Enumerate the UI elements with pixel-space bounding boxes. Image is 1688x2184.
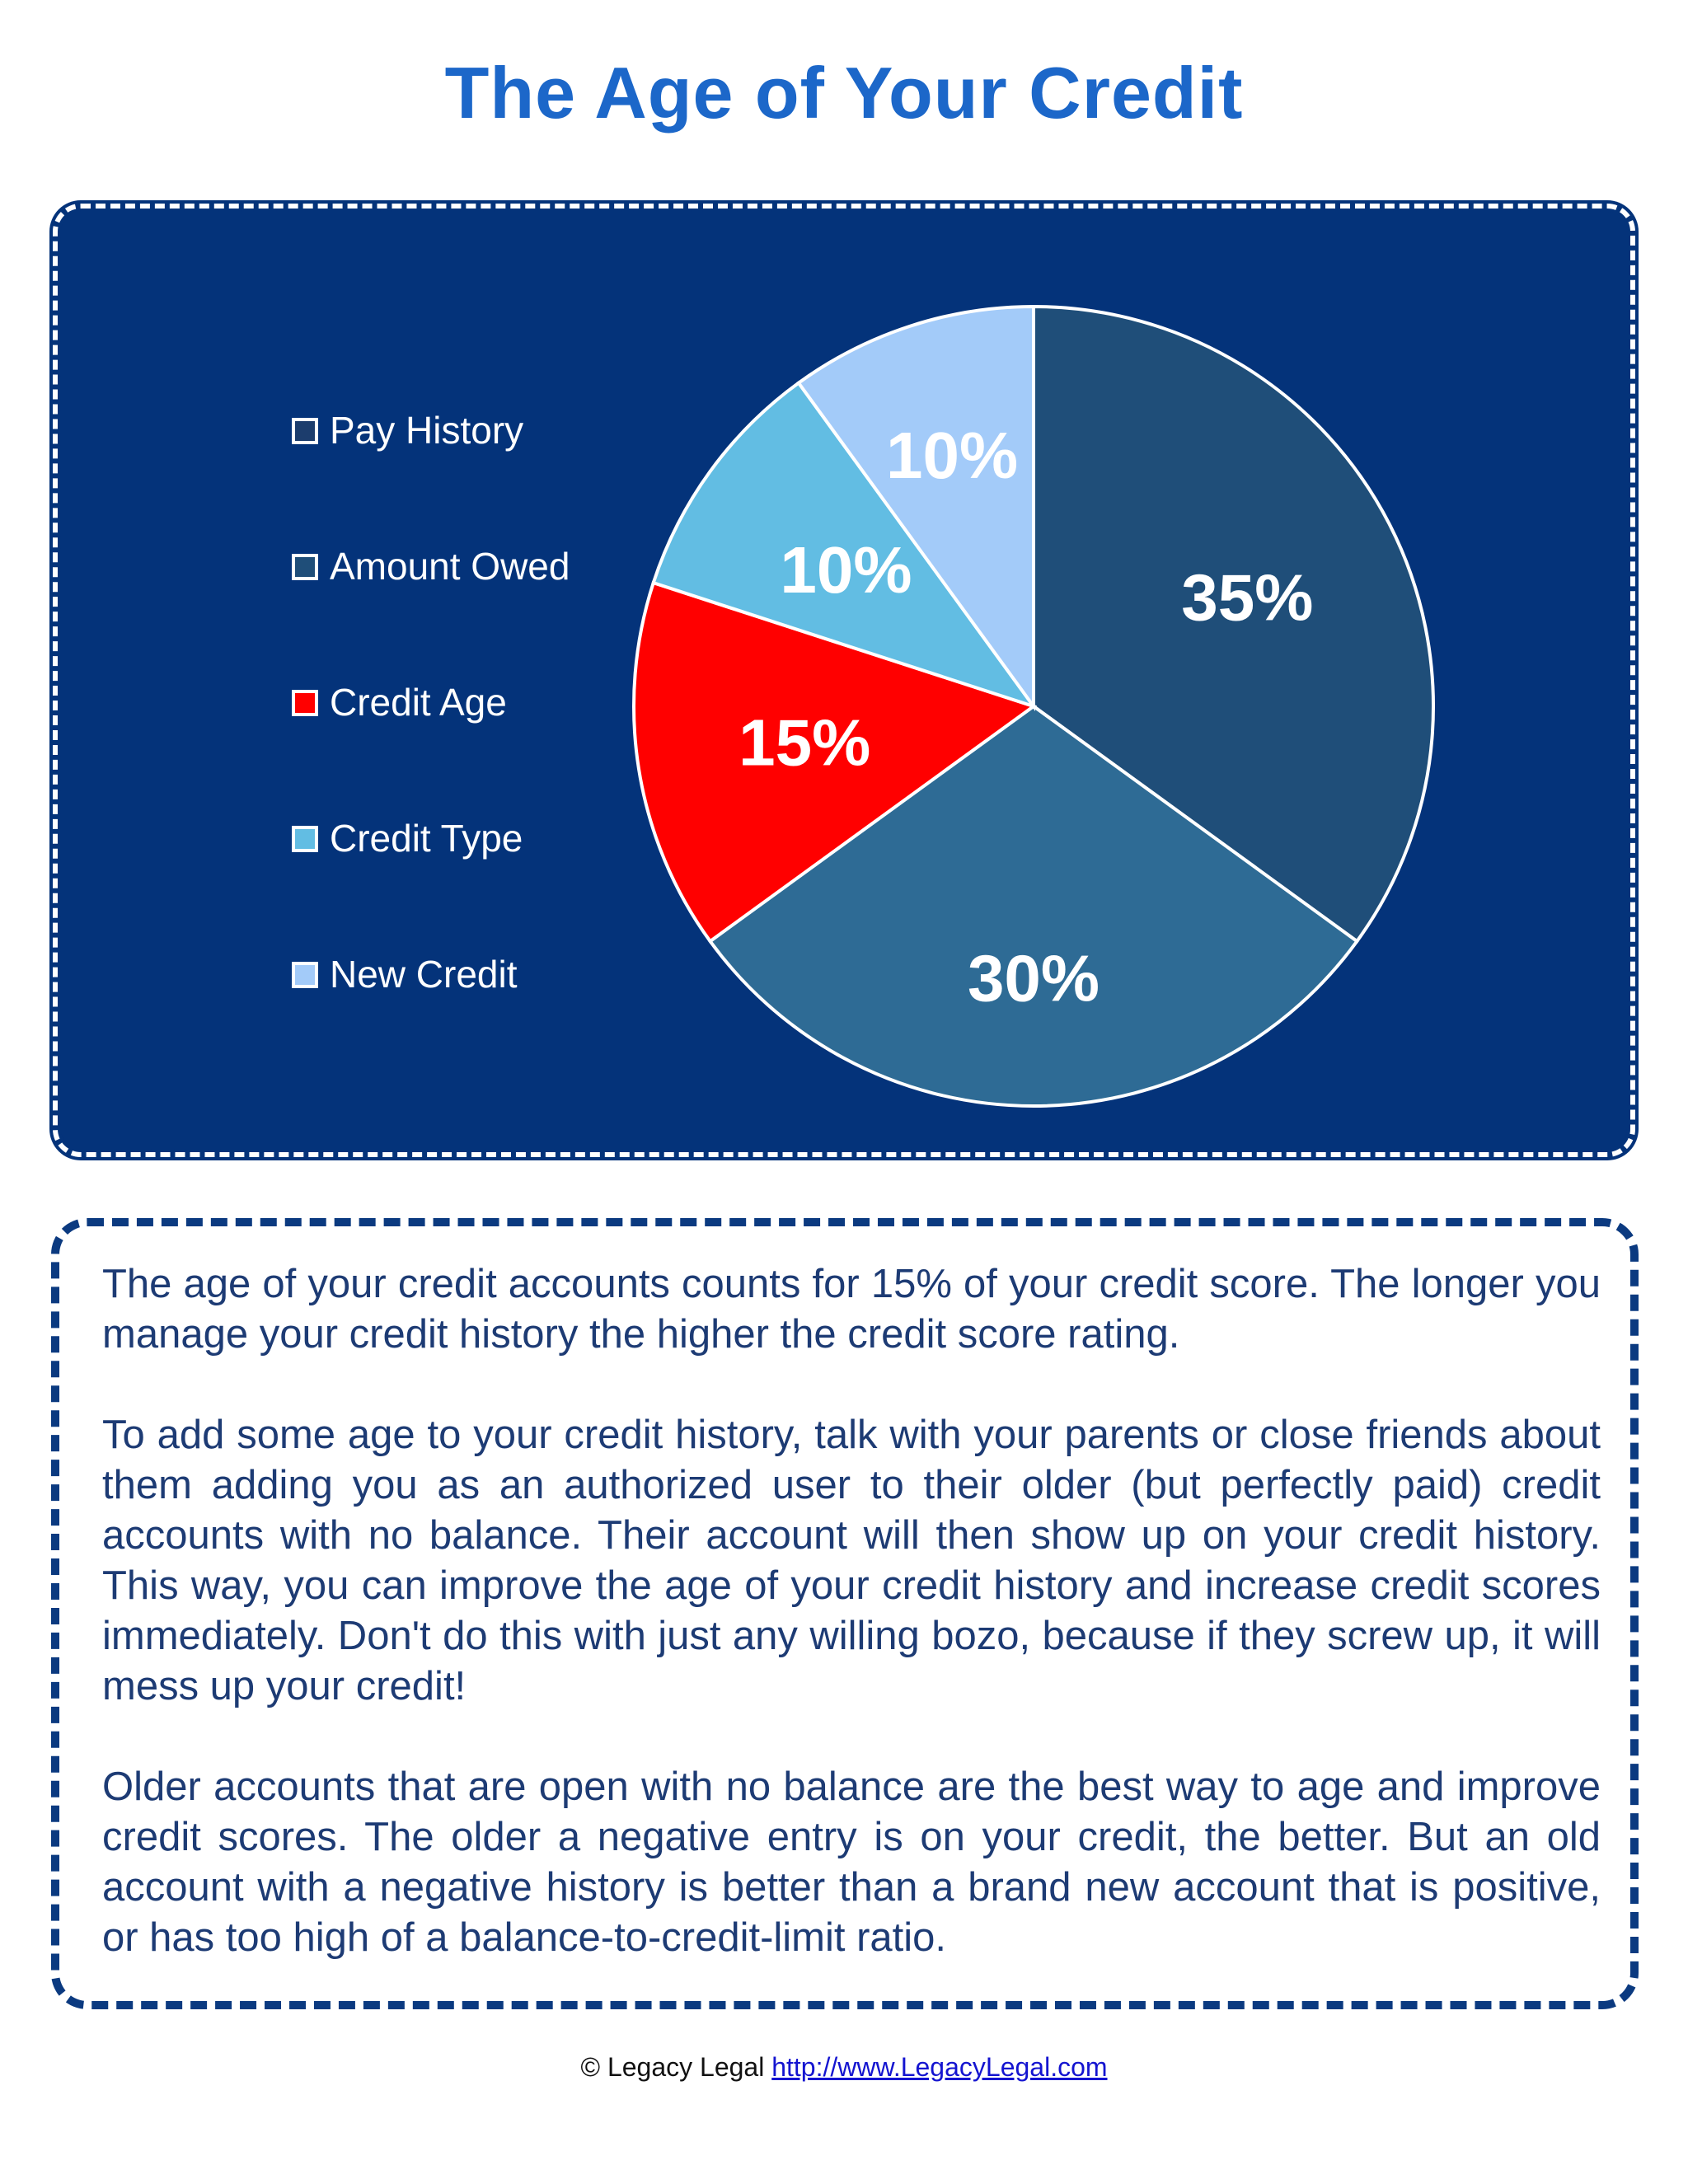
- pie-chart: [621, 294, 1446, 1118]
- legend-label-credit-age: Credit Age: [330, 681, 507, 724]
- paragraph-1: The age of your credit accounts counts for 15% of your credit score. The longer you manage your credit history the higher the credit score rating.: [102, 1262, 1601, 1357]
- footer-copyright: © Legacy Legal: [580, 2052, 765, 2082]
- slice-label-amount-owed: 30%: [967, 941, 1100, 1015]
- legend-swatch-credit-type: [292, 826, 318, 852]
- slice-label-pay-history: 35%: [1181, 560, 1314, 635]
- text-body: [102, 1259, 1601, 1963]
- legend-label-amount-owed: Amount Owed: [330, 545, 570, 588]
- legend-label-new-credit: New Credit: [330, 953, 518, 996]
- footer: [0, 2052, 1688, 2083]
- slice-label-new-credit: 10%: [886, 419, 1019, 493]
- legend-label-credit-type: Credit Type: [330, 817, 523, 860]
- chart-panel: [49, 200, 1639, 1160]
- page-title: The Age of Your Credit: [444, 52, 1244, 134]
- slice-label-credit-age: 15%: [738, 705, 871, 780]
- legend-swatch-amount-owed: [292, 554, 318, 580]
- legend-label-pay-history: Pay History: [330, 409, 524, 452]
- legend-swatch-pay-history: [292, 418, 318, 444]
- slice-label-credit-type: 10%: [780, 533, 912, 607]
- paragraph-3: Older accounts that are open with no balance are the best way to age and improve credit scores. The older a negative entry is on your credit, the better. But an old account with a negative history is better than a brand new account that is positive, or has too high of a balance-to-credit-limit ratio.: [102, 1765, 1601, 1960]
- text-panel: [51, 1218, 1639, 2009]
- paragraph-2: To add some age to your credit history, talk with your parents or close friends about them adding you as an authorized user to their older (but perfectly paid) credit accounts with no balance. Their account will then show up on your credit history. This way, you can improve the age of your credit history and increase credit scores immediately. Don't do this with just any willing bozo, because if they screw up, it will mess up your credit!: [102, 1413, 1601, 1708]
- footer-link[interactable]: http://www.LegacyLegal.com: [771, 2052, 1108, 2082]
- legend-swatch-new-credit: [292, 962, 318, 988]
- legend-swatch-credit-age: [292, 690, 318, 716]
